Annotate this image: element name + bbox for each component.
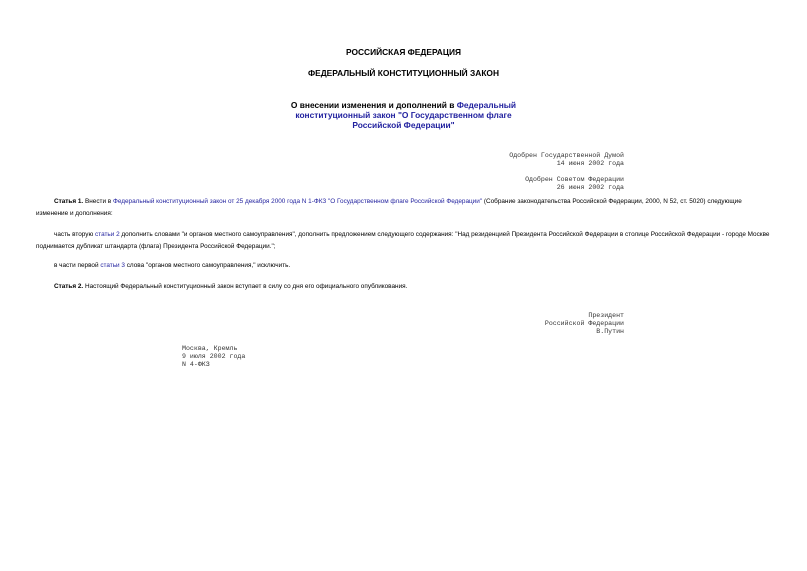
place-date-block	[182, 345, 245, 369]
article1-item1	[36, 229, 772, 253]
duma-approval-line1: Одобрен Государственной Думой	[509, 152, 624, 159]
duma-approval	[509, 152, 624, 168]
law-title-link-line3[interactable]: Российской Федерации"	[352, 120, 455, 130]
article2	[36, 281, 772, 293]
article2-label: Статья 2.	[54, 283, 84, 290]
article1-item2-after: слова "органов местного самоуправления," исключить.	[124, 262, 291, 269]
law-title	[0, 100, 807, 130]
article2-text: Настоящий Федеральный конституционный закон вступает в силу со дня его официального опубликования.	[83, 283, 408, 290]
signature-country: Российской Федерации	[544, 320, 624, 327]
law-title-link-line1[interactable]: Федеральный	[456, 100, 517, 110]
article1-intro	[36, 196, 772, 220]
article1-text-after: (Собрание законодательства Российской Федерации, 2000, N 52, ст. 5020) следующие изменение и дополнения:	[36, 198, 742, 217]
article1-item2	[36, 260, 772, 272]
article1-item1-before: часть вторую	[54, 231, 96, 238]
place-date: 9 июля 2002 года	[182, 353, 246, 360]
article3-ref-link[interactable]: статьи 3	[100, 262, 125, 269]
approvals-block	[509, 152, 624, 200]
article1-item1-after: дополнить словами "и органов местного самоуправления", дополнить предложением следующего содержания: "Над резиденцией Президента Российской Федерации в столице Российской Федерации - городе Москве поднимается дубликат штандарта (флага) Президента Российской Федерации.";	[36, 231, 770, 250]
signature-name: В.Путин	[596, 328, 624, 335]
place-location: Москва, Кремль	[182, 345, 238, 352]
article1-law-link[interactable]: Федеральный конституционный закон от 25 декабря 2000 года N 1-ФКЗ "О Государственном флаге Российской Федерации"	[112, 198, 483, 205]
law-number: N 4-ФКЗ	[182, 361, 210, 368]
country-heading: РОССИЙСКАЯ ФЕДЕРАЦИЯ	[345, 47, 462, 57]
article1-text-before: Внести в	[83, 198, 113, 205]
council-approval-line1: Одобрен Советом Федерации	[525, 176, 624, 183]
article1-label: Статья 1.	[54, 198, 84, 205]
duma-approval-date: 14 июня 2002 года	[556, 160, 624, 167]
law-title-link-line2[interactable]: конституционный закон "О Государственном флаге	[295, 110, 512, 120]
law-title-prefix: О внесении изменения и дополнений в	[290, 100, 457, 110]
article1-item2-before: в части первой	[54, 262, 101, 269]
signature-position: Президент	[588, 312, 624, 319]
article2-ref-link[interactable]: статьи 2	[95, 231, 120, 238]
council-approval	[509, 176, 624, 192]
law-type-heading: ФЕДЕРАЛЬНЫЙ КОНСТИТУЦИОННЫЙ ЗАКОН	[307, 68, 499, 78]
signature-block	[545, 312, 624, 336]
council-approval-date: 26 июня 2002 года	[556, 184, 624, 191]
